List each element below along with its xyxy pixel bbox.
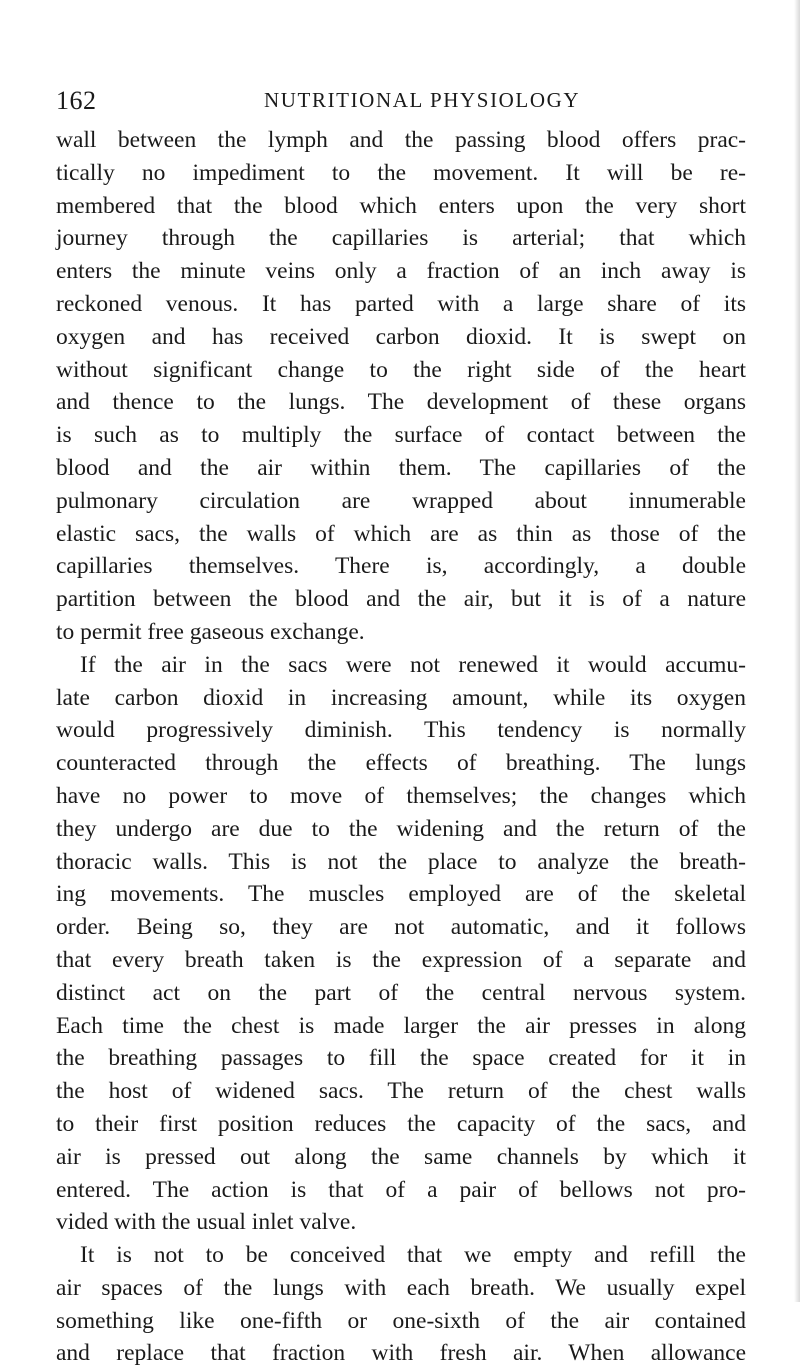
text-line: reckoned venous. It has parted with a large share of its: [56, 290, 746, 317]
text-line: elastic sacs, the walls of which are as thin as those of the: [56, 520, 746, 547]
text-line: order. Being so, they are not automatic, and it follows: [56, 914, 746, 941]
running-title: NUTRITIONAL PHYSIOLOGY: [264, 88, 581, 112]
text-line: something like one-fifth or one-sixth of the air contained: [56, 1307, 746, 1334]
text-line: blood and the air within them. The capillaries of the: [56, 454, 746, 481]
text-line: to permit free gaseous exchange.: [56, 618, 365, 645]
text-line: without significant change to the right side of the heart: [56, 356, 746, 383]
text-line: distinct act on the part of the central nervous system.: [56, 979, 746, 1006]
text-line: partition between the blood and the air, but it is of a nature: [56, 586, 746, 613]
text-line: air is pressed out along the same channels by which it: [56, 1143, 746, 1170]
text-line: It is not to be conceived that we empty and refill the: [80, 1242, 746, 1269]
text-line: air spaces of the lungs with each breath. We usually expel: [56, 1274, 746, 1301]
text-line: journey through the capillaries is arterial; that which: [56, 225, 746, 252]
text-line: would progressively diminish. This tendency is normally: [56, 717, 746, 744]
text-line: to their first position reduces the capacity of the sacs, and: [56, 1110, 746, 1137]
page-number: 162: [56, 86, 97, 115]
text-line: membered that the blood which enters upon the very short: [56, 192, 746, 219]
text-line: entered. The action is that of a pair of bellows not pro-: [56, 1176, 746, 1203]
text-line: If the air in the sacs were not renewed it would accumu-: [80, 651, 746, 678]
body-text: [56, 124, 746, 1370]
text-line: is such as to multiply the surface of contact between the: [56, 422, 746, 449]
text-line: pulmonary circulation are wrapped about innumerable: [56, 487, 746, 514]
text-line: wall between the lymph and the passing blood offers prac-: [56, 127, 746, 153]
running-head: [56, 86, 746, 120]
text-line: and thence to the lungs. The development of these organs: [56, 389, 746, 416]
text-line: enters the minute veins only a fraction of an inch away is: [56, 258, 746, 285]
text-line: the host of widened sacs. The return of the chest walls: [56, 1078, 746, 1105]
text-line: the breathing passages to fill the space created for it in: [56, 1045, 746, 1072]
text-line: oxygen and has received carbon dioxid. It is swept on: [56, 323, 746, 350]
page-edge-shadow: [794, 0, 800, 1302]
text-line: late carbon dioxid in increasing amount, while its oxygen: [56, 684, 746, 711]
text-line: thoracic walls. This is not the place to analyze the breath-: [56, 848, 746, 875]
text-line: ing movements. The muscles employed are of the skeletal: [56, 881, 746, 908]
text-line: have no power to move of themselves; the changes which: [56, 782, 746, 809]
text-line: that every breath taken is the expression of a separate and: [56, 946, 746, 973]
text-line: and replace that fraction with fresh air. When allowance: [56, 1340, 746, 1367]
text-line: capillaries themselves. There is, accordingly, a double: [56, 553, 746, 580]
text-line: vided with the usual inlet valve.: [56, 1209, 357, 1236]
text-line: Each time the chest is made larger the air presses in along: [56, 1012, 746, 1039]
text-line: tically no impediment to the movement. It will be re-: [56, 159, 746, 186]
text-line: counteracted through the effects of breathing. The lungs: [56, 750, 746, 777]
text-line: they undergo are due to the widening and the return of the: [56, 815, 746, 842]
